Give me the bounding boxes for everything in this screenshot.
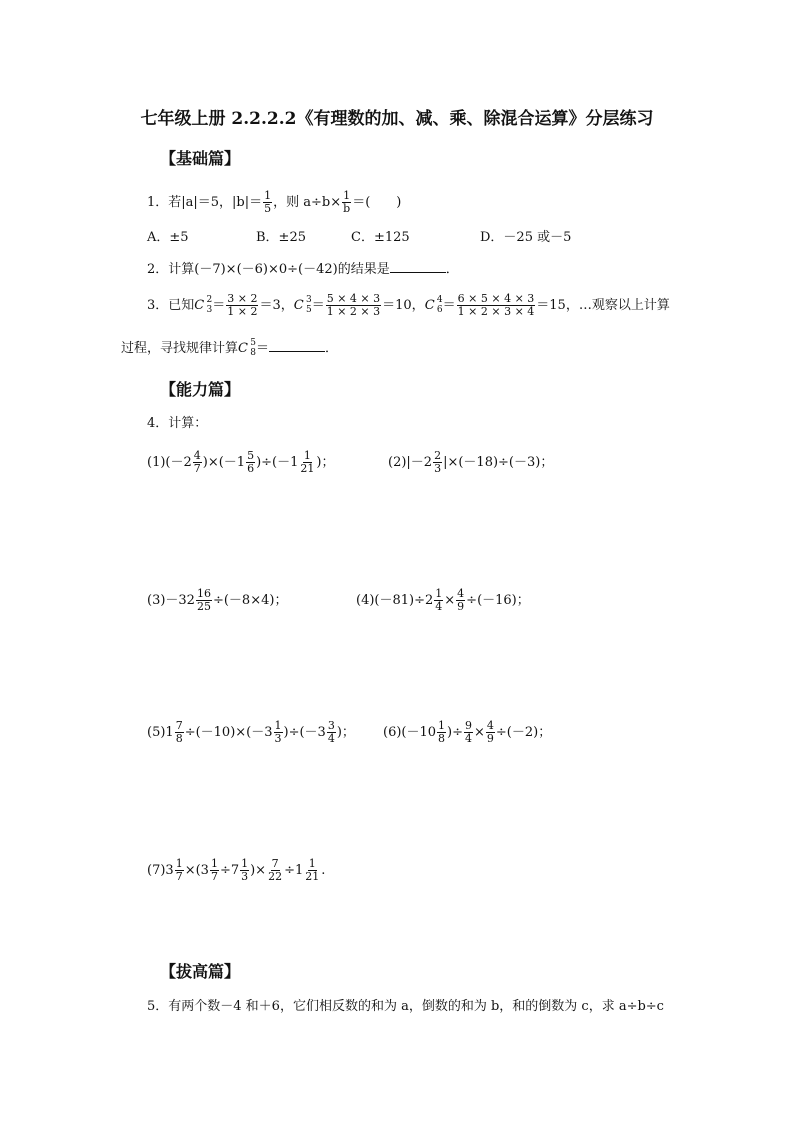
q4-p6-fraction-2: $\frac{9}{4}$ <box>465 719 472 745</box>
q3-result-2: ＝10， <box>382 298 425 313</box>
section-basic: 【基础篇】 <box>160 149 241 168</box>
question-3: 3．已知C 2 3 ＝ $\frac{3 \times 2}{1 \times 2}$ ＝3，C 3 5 ＝ $\frac{5 \times 4 \times 3}{1 \times 2 \times 3}$ ＝10，C 4 6 ＝ $\frac{6 \times 5 \times 4 \times 3}{1 \times 2 \times 3 \times 4}$ ＝15，…观察以上计算 <box>147 292 670 318</box>
q3-comb-1: C 2 3 <box>194 295 213 315</box>
q1-suffix: ＝( ) <box>352 195 402 210</box>
q4-part-2: (2)|－2 $\frac{2}{3}$ |×(－18)÷(－3)； <box>388 449 554 475</box>
q3-result-1: ＝3， <box>259 298 294 313</box>
q4-part-4: (4)(－81)÷2 $\frac{1}{4}$ × $\frac{4}{9}$ ÷(－16)； <box>356 587 530 613</box>
q4-p4-fraction-2: $\frac{4}{9}$ <box>457 587 465 613</box>
q3-fraction-1: $\frac{3 \times 2}{1 \times 2}$ <box>227 292 258 318</box>
question-3-line-2 <box>121 337 338 359</box>
q3-fraction-2: $\frac{5 \times 4 \times 3}{1 \times 2 \times 3}$ <box>326 292 381 318</box>
q1-option-a: A．±5 <box>147 230 189 245</box>
q4-p5-fraction-2: $\frac{1}{3}$ <box>274 719 282 745</box>
q4-p7-fraction-3: $\frac{1}{3}$ <box>241 857 249 883</box>
q3-prefix: 3．已知 <box>147 298 195 313</box>
q4-p7-fraction-1: $\frac{1}{7}$ <box>175 857 183 883</box>
q4-p1-fraction-3: $\frac{1}{21}$ <box>300 449 315 475</box>
q3-answer-blank <box>269 337 325 352</box>
q3-line2-prefix: 过程，寻找规律计算 <box>121 341 239 356</box>
q3-fraction-3: $\frac{6 \times 5 \times 4 \times 3}{1 \times 2 \times 3 \times 4}$ <box>457 292 535 318</box>
q4-p7-fraction-5: $\frac{1}{21}$ <box>305 857 320 883</box>
q2-end: ． <box>445 262 459 277</box>
q1-option-c: C．±125 <box>351 230 410 245</box>
q4-p4-fraction-1: $\frac{1}{4}$ <box>435 587 443 613</box>
q3-result-3: ＝15，…观察以上计算 <box>536 298 670 313</box>
section-ability: 【能力篇】 <box>160 380 241 399</box>
q3-end: ． <box>324 341 338 356</box>
q4-p5-fraction-1: $\frac{7}{8}$ <box>175 719 183 745</box>
q1-option-d: D．－25 或－5 <box>480 230 572 245</box>
q3-comb-3: C 4 6 <box>424 295 443 315</box>
q3-comb-4: C 5 8 <box>238 338 256 358</box>
question-5: 5．有两个数－4 和＋6，它们相反数的和为 a，倒数的和为 b，和的倒数为 c，求 a÷b÷c <box>147 999 664 1014</box>
q3-line2-suffix: ＝ <box>255 341 269 356</box>
q4-part-5: (5)1 $\frac{7}{8}$ ÷(－10)×(－3 $\frac{1}{3}$ )÷(－3 $\frac{3}{4}$ )； <box>147 719 355 745</box>
q1-mid: ，则 a÷b× <box>273 195 342 210</box>
question-2 <box>147 258 459 280</box>
q4-p7-fraction-4: $\frac{7}{22}$ <box>268 857 283 883</box>
q4-part-3: (3)－32 $\frac{16}{25}$ ÷(－8×4)； <box>147 587 288 613</box>
q1-fraction-1: $\frac{1}{5}$ <box>264 189 272 215</box>
q1-fraction-2: $\frac{1}{b}$ <box>343 189 351 215</box>
q2-answer-blank <box>390 258 446 273</box>
q4-part-7: (7)3 $\frac{1}{7}$ ×(3 $\frac{1}{7}$ ÷7 $\frac{1}{3}$ )× $\frac{7}{22}$ ÷1 $\frac{1}{21}$ . <box>147 857 326 883</box>
section-advanced: 【拔高篇】 <box>160 962 241 981</box>
q4-p1-fraction-1: $\frac{4}{7}$ <box>193 449 201 475</box>
q4-part-6: (6)(－10 $\frac{1}{8}$ )÷ $\frac{9}{4}$ × $\frac{4}{9}$ ÷(－2)； <box>383 719 552 745</box>
q4-p7-fraction-2: $\frac{1}{7}$ <box>210 857 218 883</box>
q1-option-b: B．±25 <box>256 230 306 245</box>
q4-p2-fraction-1: $\frac{2}{3}$ <box>434 449 442 475</box>
question-4-label: 4．计算： <box>147 416 208 431</box>
page-title: 七年级上册 2.2.2.2《有理数的加、减、乘、除混合运算》分层练习 <box>140 109 654 129</box>
q4-p1-fraction-2: $\frac{5}{6}$ <box>247 449 255 475</box>
q4-p6-fraction-3: $\frac{4}{9}$ <box>486 719 494 745</box>
q1-prefix: 1．若|a|＝5，|b|＝ <box>147 195 263 210</box>
q3-comb-2: C 3 5 <box>293 295 312 315</box>
q4-p5-fraction-3: $\frac{3}{4}$ <box>327 719 335 745</box>
q4-p3-fraction-1: $\frac{16}{25}$ <box>196 587 211 613</box>
q2-text: 2．计算(－7)×(－6)×0÷(－42)的结果是 <box>147 262 390 277</box>
question-1 <box>147 190 401 215</box>
q4-p6-fraction-1: $\frac{1}{8}$ <box>438 719 446 745</box>
q4-part-1: (1)(－2 $\frac{4}{7}$ )×(－1 $\frac{5}{6}$ )÷(－1 $\frac{1}{21}$ )； <box>147 449 335 475</box>
